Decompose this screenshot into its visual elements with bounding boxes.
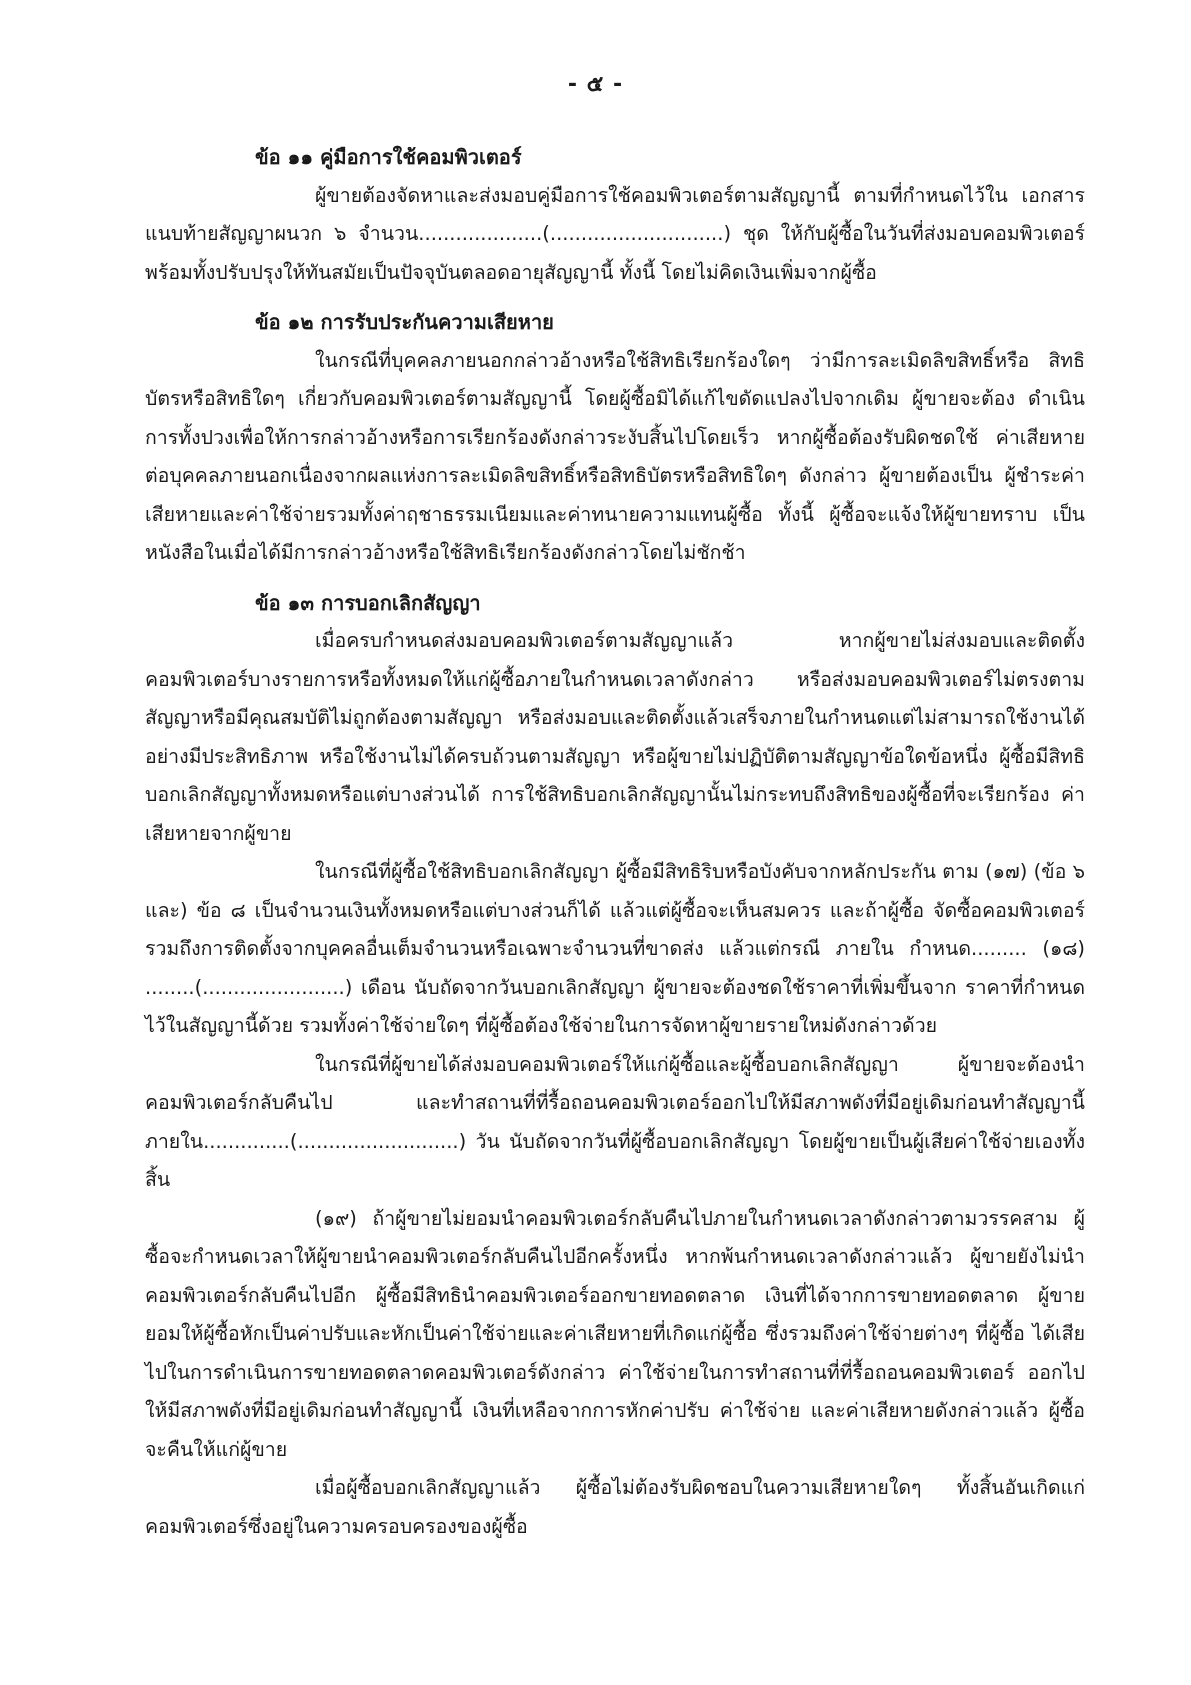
page-number: - ๕ - xyxy=(567,72,624,97)
paragraph: ในกรณีที่ผู้ขายได้ส่งมอบคอมพิวเตอร์ให้แก่ผู้ซื้อและผู้ซื้อบอกเลิกสัญญา ผู้ขายจะต้องนำ คอมพิวเตอร์กลับคืนไป และทำสถานที่ที่รื้อถอนคอมพิวเตอร์ออกไปให้มีสภาพดังที่มีอยู่เดิมก่อนทำสัญญานี้ ภายใน..............(..........................) วัน นับถัดจากวันที่ผู้ซื้อบอกเลิกสัญญา โดยผู้ขายเป็นผู้เสียค่าใช้จ่ายเองทั้งสิ้น xyxy=(145,1052,1085,1191)
paragraph: เมื่อครบกำหนดส่งมอบคอมพิวเตอร์ตามสัญญาแล้ว หากผู้ขายไม่ส่งมอบและติดตั้ง คอมพิวเตอร์บางรายการหรือทั้งหมดให้แก่ผู้ซื้อภายในกำหนดเวลาดังกล่าว หรือส่งมอบคอมพิวเตอร์ไม่ตรงตาม สัญญาหรือมีคุณสมบัติไม่ถูกต้องตามสัญญา หรือส่งมอบและติดตั้งแล้วเสร็จภายในกำหนดแต่ไม่สามารถใช้งานได้ อย่างมีประสิทธิภาพ หรือใช้งานไม่ได้ครบถ้วนตามสัญญา หรือผู้ขายไม่ปฏิบัติตามสัญญาข้อใดข้อหนึ่ง ผู้ซื้อมีสิทธิ บอกเลิกสัญญาทั้งหมดหรือแต่บางส่วนได้ การใช้สิทธิบอกเลิกสัญญานั้นไม่กระทบถึงสิทธิของผู้ซื้อที่จะเรียกร้อง ค่าเสียหายจากผู้ขาย xyxy=(145,629,1085,845)
section-heading: ข้อ ๑๑ คู่มือการใช้คอมพิวเตอร์ xyxy=(255,145,522,169)
section-gap xyxy=(145,292,1085,303)
paragraph: (๑๙) ถ้าผู้ขายไม่ยอมนำคอมพิวเตอร์กลับคืนไปภายในกำหนดเวลาดังกล่าวตามวรรคสาม ผู้ซื้อจะกำหนดเวลาให้ผู้ขายนำคอมพิวเตอร์กลับคืนไปอีกครั้งหนึ่ง หากพ้นกำหนดเวลาดังกล่าวแล้ว ผู้ขายยังไม่นำ คอมพิวเตอร์กลับคืนไปอีก ผู้ซื้อมีสิทธินำคอมพิวเตอร์ออกขายทอดตลาด เงินที่ได้จากการขายทอดตลาด ผู้ขาย ยอมให้ผู้ซื้อหักเป็นค่าปรับและหักเป็นค่าใช้จ่ายและค่าเสียหายที่เกิดแก่ผู้ซื้อ ซึ่งรวมถึงค่าใช้จ่ายต่างๆ ที่ผู้ซื้อ ได้เสียไปในการดำเนินการขายทอดตลาดคอมพิวเตอร์ดังกล่าว ค่าใช้จ่ายในการทำสถานที่ที่รื้อถอนคอมพิวเตอร์ ออกไปให้มีสภาพดังที่มีอยู่เดิมก่อนทำสัญญานี้ เงินที่เหลือจากการหักค่าปรับ ค่าใช้จ่าย และค่าเสียหายดังกล่าวแล้ว ผู้ซื้อจะคืนให้แก่ผู้ขาย xyxy=(145,1206,1085,1461)
paragraph: ในกรณีที่ผู้ซื้อใช้สิทธิบอกเลิกสัญญา ผู้ซื้อมีสิทธิริบหรือบังคับจากหลักประกัน ตาม (๑๗) (ข้อ ๖ และ) ข้อ ๘ เป็นจำนวนเงินทั้งหมดหรือแต่บางส่วนก็ได้ แล้วแต่ผู้ซื้อจะเห็นสมควร และถ้าผู้ซื้อ จัดซื้อคอมพิวเตอร์รวมถึงการติดตั้งจากบุคคลอื่นเต็มจำนวนหรือเฉพาะจำนวนที่ขาดส่ง แล้วแต่กรณี ภายใน กำหนด......... (๑๘) ........(.......................) เดือน นับถัดจากวันบอกเลิกสัญญา ผู้ขายจะต้องชดใช้ราคาที่เพิ่มขึ้นจาก ราคาที่กำหนดไว้ในสัญญานี้ด้วย รวมทั้งค่าใช้จ่ายใดๆ ที่ผู้ซื้อต้องใช้จ่ายในการจัดหาผู้ขายรายใหม่ดังกล่าวด้วย xyxy=(145,860,1085,1037)
document-body xyxy=(145,138,1085,1546)
section-11 xyxy=(145,138,1085,292)
paragraph: ในกรณีที่บุคคลภายนอกกล่าวอ้างหรือใช้สิทธิเรียกร้องใดๆ ว่ามีการละเมิดลิขสิทธิ์หรือ สิทธิบัตรหรือสิทธิใดๆ เกี่ยวกับคอมพิวเตอร์ตามสัญญานี้ โดยผู้ซื้อมิได้แก้ไขดัดแปลงไปจากเดิม ผู้ขายจะต้อง ดำเนินการทั้งปวงเพื่อให้การกล่าวอ้างหรือการเรียกร้องดังกล่าวระงับสิ้นไปโดยเร็ว หากผู้ซื้อต้องรับผิดชดใช้ ค่าเสียหายต่อบุคคลภายนอกเนื่องจากผลแห่งการละเมิดลิขสิทธิ์หรือสิทธิบัตรหรือสิทธิใดๆ ดังกล่าว ผู้ขายต้องเป็น ผู้ชำระค่าเสียหายและค่าใช้จ่ายรวมทั้งค่าฤชาธรรมเนียมและค่าทนายความแทนผู้ซื้อ ทั้งนี้ ผู้ซื้อจะแจ้งให้ผู้ขายทราบ เป็นหนังสือในเมื่อได้มีการกล่าวอ้างหรือใช้สิทธิเรียกร้องดังกล่าวโดยไม่ชักช้า xyxy=(145,348,1085,564)
section-heading: ข้อ ๑๒ การรับประกันความเสียหาย xyxy=(255,310,554,334)
section-13 xyxy=(145,584,1085,1547)
section-gap xyxy=(145,573,1085,584)
section-heading: ข้อ ๑๓ การบอกเลิกสัญญา xyxy=(255,590,481,615)
paragraph: ผู้ขายต้องจัดหาและส่งมอบคู่มือการใช้คอมพิวเตอร์ตามสัญญานี้ ตามที่กำหนดไว้ใน เอกสารแนบท้ายสัญญาผนวก ๖ จำนวน....................(............................) ชุด ให้กับผู้ซื้อในวันที่ส่งมอบคอมพิวเตอร์ พร้อมทั้งปรับปรุงให้ทันสมัยเป็นปัจจุบันตลอดอายุสัญญานี้ ทั้งนี้ โดยไม่คิดเงินเพิ่มจากผู้ซื้อ xyxy=(145,183,1085,284)
paragraph: เมื่อผู้ซื้อบอกเลิกสัญญาแล้ว ผู้ซื้อไม่ต้องรับผิดชอบในความเสียหายใดๆ ทั้งสิ้นอันเกิดแก่ คอมพิวเตอร์ซึ่งอยู่ในความครอบครองของผู้ซื้อ xyxy=(145,1476,1085,1538)
section-12 xyxy=(145,303,1085,573)
